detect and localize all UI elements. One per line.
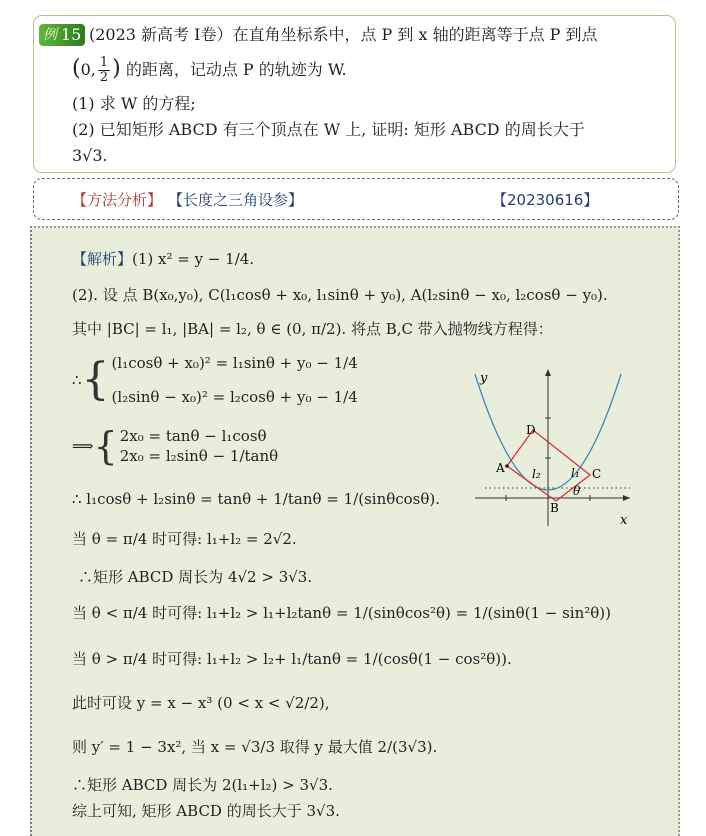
solution-line-9: 当 θ < π/4 时可得: l₁+l₂ > l₁+l₂tanθ = 1/(sinθcos²θ) = 1/(sinθ(1 − sin²θ)) <box>72 604 612 622</box>
example-badge <box>39 24 85 46</box>
solution-line-13: ∴矩形 ABCD 周长为 2(l₁+l₂) > 3√3. <box>72 776 333 794</box>
side-l1-label: l₁ <box>571 466 580 480</box>
point-b-label: B <box>550 501 559 515</box>
solution-line-12: 则 y′ = 1 − 3x², 当 x = √3/3 取得 y 最大值 2/(3√3). <box>72 738 438 756</box>
solution-box <box>30 226 680 836</box>
angle-theta-label: θ <box>573 484 581 498</box>
method-topic: 【长度之三角设参】 <box>168 191 304 209</box>
parabola-rectangle-figure <box>470 366 635 531</box>
solution-line-7: 当 θ = π/4 时可得: l₁+l₂ = 2√2. <box>72 530 297 548</box>
solution-line-14: 综上可知, 矩形 ABCD 的周长大于 3√3. <box>72 802 340 820</box>
problem-box <box>33 15 676 173</box>
question-2-cont: 3√3. <box>72 146 108 165</box>
solution-line-11: 此时可设 y = x − x³ (0 < x < √2/2), <box>72 694 330 712</box>
point-d-label: D <box>526 423 536 437</box>
example-glyph: 例 <box>43 27 57 43</box>
system-2-row-1: 2x₀ = tanθ − l₁cosθ <box>119 427 267 445</box>
method-label: 【方法分析】 <box>72 191 163 209</box>
solution-line-6: ∴ l₁cosθ + l₂sinθ = tanθ + 1/tanθ = 1/(sinθcosθ). <box>72 490 441 508</box>
point-c-label: C <box>592 467 602 481</box>
solution-line-3: 其中 |BC| = l₁, |BA| = l₂, θ ∈ (0, π/2). 将点 B,C 带入抛物线方程得： <box>72 320 553 338</box>
solution-line-2: (2). 设 点 B(x₀,y₀), C(l₁cosθ + x₀, l₁sinθ + y₀), A(l₂sinθ − x₀, l₂cosθ − y₀). <box>72 286 608 304</box>
method-date: 【20230616】 <box>492 191 599 209</box>
problem-line-1: (2023 新高考 I卷）在直角坐标系中，点 P 到 x 轴的距离等于点 P 到点 <box>89 25 598 44</box>
y-axis-arrow-icon <box>545 369 551 376</box>
solution-line-1: 【解析】(1) x² = y − 1/4. <box>72 250 255 268</box>
system-1: ∴ { (l₁cosθ + x₀)² = l₁sinθ + y₀ − 1/4 (l₂sinθ − x₀)² = l₂cosθ + y₀ − 1/4 <box>72 354 358 406</box>
method-analysis-box <box>33 178 679 220</box>
x-axis-arrow-icon <box>623 495 630 501</box>
question-1: (1) 求 W 的方程; <box>72 94 196 113</box>
system-1-row-1: (l₁cosθ + x₀)² = l₁sinθ + y₀ − 1/4 <box>111 354 358 372</box>
system-1-row-2: (l₂sinθ − x₀)² = l₂cosθ + y₀ − 1/4 <box>111 388 358 406</box>
solution-line-8: ∴矩形 ABCD 周长为 4√2 > 3√3. <box>78 568 313 586</box>
point-a-label: A <box>496 461 505 475</box>
fraction-half: $\frac{1}{2}$ <box>99 55 109 85</box>
example-number: 15 <box>61 25 82 44</box>
question-2: (2) 已知矩形 ABCD 有三个顶点在 W 上, 证明: 矩形 ABCD 的周长大于 <box>72 120 585 139</box>
x-axis-label: x <box>620 513 628 528</box>
problem-line-2: (0, $\frac{1}{2}$ ) 的距离，记动点 P 的轨迹为 W. <box>72 55 347 85</box>
side-l2-label: l₂ <box>532 467 541 481</box>
y-axis-label: y <box>480 371 488 386</box>
system-2: ⟹ { 2x₀ = tanθ − l₁cosθ 2x₀ = l₂sinθ − 1/tanθ <box>72 424 279 468</box>
solution-line-10: 当 θ > π/4 时可得: l₁+l₂ > l₂+ l₁/tanθ = 1/(cosθ(1 − cos²θ)). <box>72 650 512 668</box>
system-2-row-2: 2x₀ = l₂sinθ − 1/tanθ <box>119 447 279 465</box>
solution-heading: 【解析】 <box>72 250 133 268</box>
